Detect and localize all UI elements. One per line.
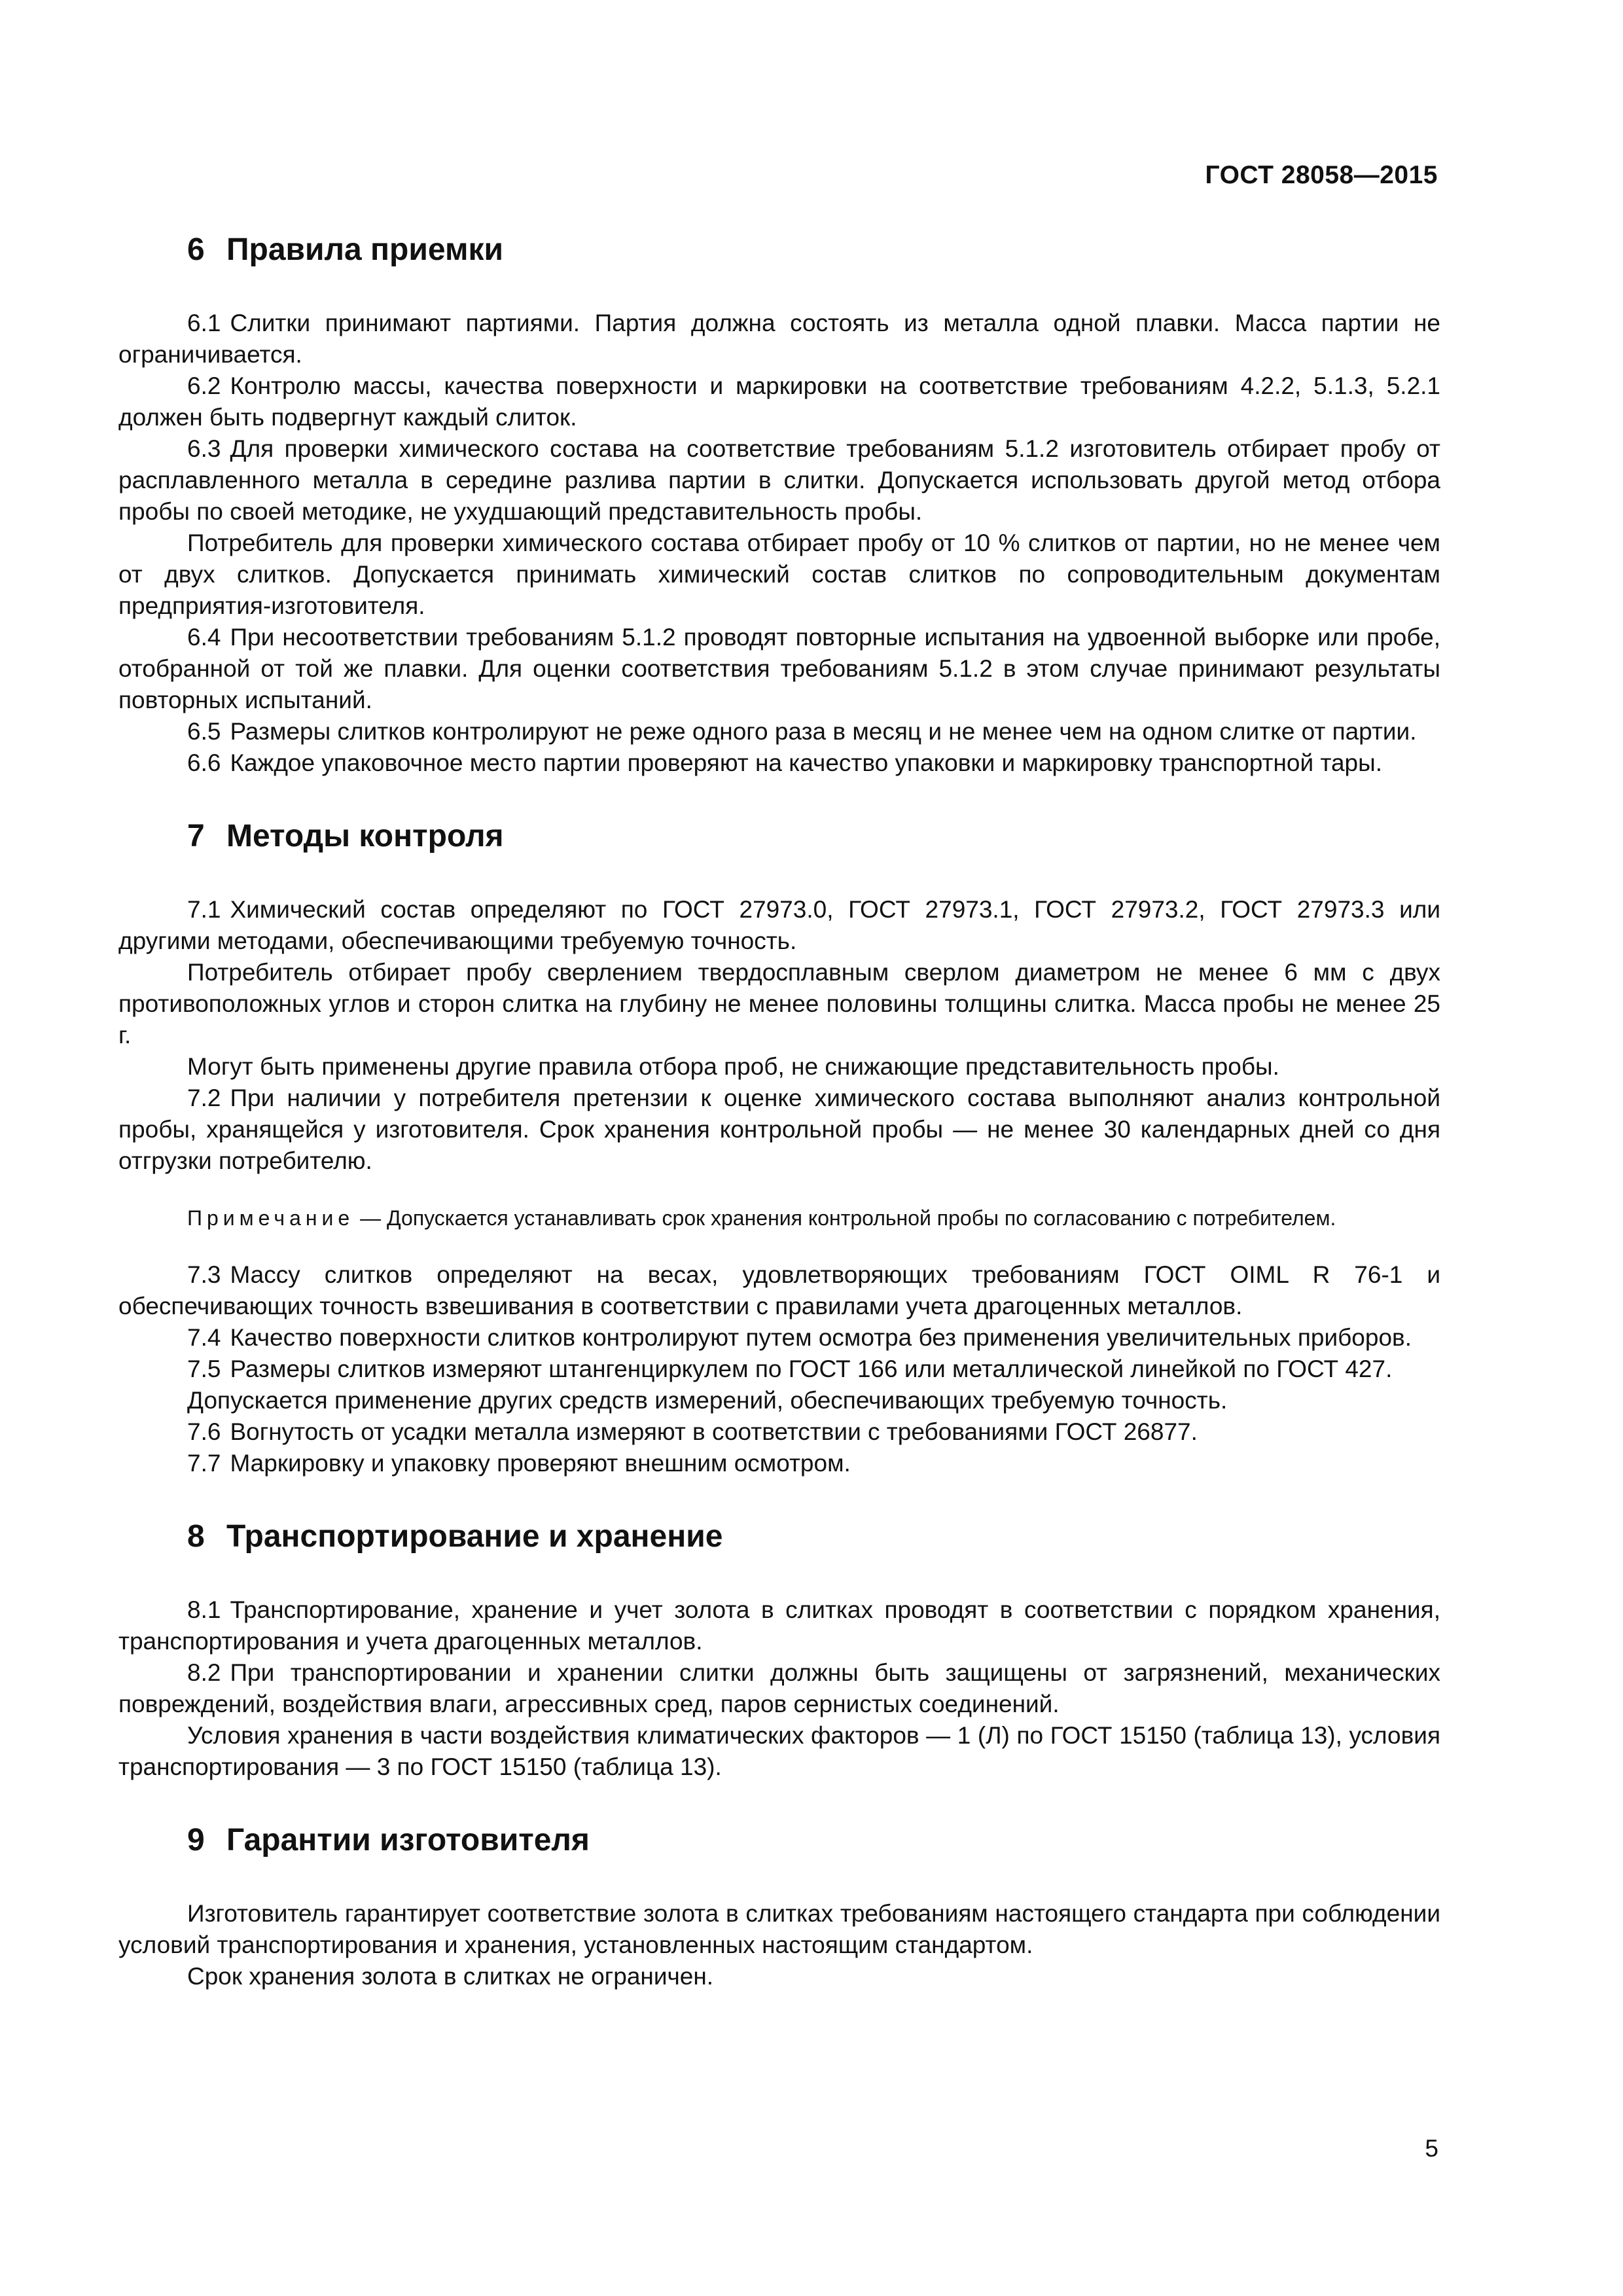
section-number: 7: [187, 819, 205, 853]
section-number: 8: [187, 1519, 205, 1554]
paragraph-number: 6.1: [187, 310, 221, 336]
paragraph-text: Могут быть применены другие правила отбора проб, не снижающие представительность пробы.: [187, 1053, 1279, 1080]
paragraph-text: Размеры слитков контролируют не реже одного раза в месяц и не менее чем на одном слитке от партии.: [230, 718, 1417, 745]
paragraph: [118, 622, 1440, 716]
section-number: 9: [187, 1823, 205, 1857]
paragraph-text: Для проверки химического состава на соответствие требованиям 5.1.2 изготовитель отбирает пробу от расплавленного металла в середине разлива партии в слитки. Допускается использовать другой метод отбора пробы по своей методике, не ухудшающий представительность пробы.: [118, 435, 1440, 525]
paragraph: [118, 1385, 1440, 1416]
paragraph: [118, 528, 1440, 622]
paragraph-text: Срок хранения золота в слитках не ограничен.: [187, 1963, 714, 1990]
paragraph: [118, 957, 1440, 1051]
paragraph: [118, 1448, 1440, 1479]
paragraph-number: 7.4: [187, 1324, 221, 1351]
paragraph-text: Маркировку и упаковку проверяют внешним осмотром.: [230, 1450, 851, 1477]
paragraph-number: 7.2: [187, 1085, 221, 1111]
paragraph: [118, 894, 1440, 957]
paragraph-text: Потребитель для проверки химического состава отбирает пробу от 10 % слитков от партии, но не менее чем от двух слитков. Допускается принимать химический состав слитков по сопроводительным документам предприятия-изготовителя.: [118, 529, 1440, 619]
paragraph-number: 6.4: [187, 624, 221, 651]
section-paragraphs: [118, 308, 1440, 779]
section-9: [118, 1821, 1440, 1992]
paragraph-number: 7.6: [187, 1418, 221, 1445]
note-text: — Допускается устанавливать срок хранения контрольной пробы по согласованию с потребителем.: [360, 1206, 1336, 1230]
paragraph-text: Слитки принимают партиями. Партия должна состоять из металла одной плавки. Масса партии не ограничивается.: [118, 310, 1440, 368]
paragraph: [118, 1259, 1440, 1322]
paragraph-text: Условия хранения в части воздействия климатических факторов — 1 (Л) по ГОСТ 15150 (таблица 13), условия транспортирования — 3 по ГОСТ 15150 (таблица 13).: [118, 1722, 1440, 1780]
paragraph: [118, 1051, 1440, 1083]
paragraph-number: 6.3: [187, 435, 221, 462]
section-heading: [118, 1517, 1440, 1556]
paragraph-text: Транспортирование, хранение и учет золота в слитках проводят в соответствии с порядком хранения, транспортирования и учета драгоценных металлов.: [118, 1596, 1440, 1655]
section-title: Транспортирование и хранение: [226, 1519, 723, 1554]
section-heading: [118, 817, 1440, 856]
paragraph: [118, 1898, 1440, 1961]
paragraph: [118, 308, 1440, 370]
paragraph-number: 8.1: [187, 1596, 221, 1623]
section-7: [118, 817, 1440, 1479]
section-heading: [118, 1821, 1440, 1860]
paragraph: [118, 1720, 1440, 1783]
paragraph-text: Массу слитков определяют на весах, удовлетворяющих требованиям ГОСТ OIML R 76-1 и обеспечивающих точность взвешивания в соответствии с правилами учета драгоценных металлов.: [118, 1261, 1440, 1319]
section-paragraphs: [118, 1898, 1440, 1992]
paragraph: [118, 1416, 1440, 1448]
paragraph: [118, 1354, 1440, 1385]
paragraph-text: Контролю массы, качества поверхности и маркировки на соответствие требованиям 4.2.2, 5.1.3, 5.2.1 должен быть подвергнут каждый слиток.: [118, 372, 1440, 431]
note-label: Примечание: [187, 1206, 355, 1230]
paragraph-text: При транспортировании и хранении слитки должны быть защищены от загрязнений, механических повреждений, воздействия влаги, агрессивных сред, паров сернистых соединений.: [118, 1659, 1440, 1717]
paragraph-number: 7.1: [187, 896, 221, 923]
paragraph: [118, 747, 1440, 779]
section-number: 6: [187, 232, 205, 267]
note: [118, 1203, 1440, 1233]
paragraph-text: Качество поверхности слитков контролируют путем осмотра без применения увеличительных приборов.: [230, 1324, 1412, 1351]
section-paragraphs: [118, 1259, 1440, 1479]
paragraph: [118, 433, 1440, 528]
paragraph-text: Размеры слитков измеряют штангенциркулем по ГОСТ 166 или металлической линейкой по ГОСТ 427.: [230, 1355, 1393, 1382]
page-number: 5: [1425, 2135, 1438, 2162]
paragraph: [118, 716, 1440, 747]
section-title: Гарантии изготовителя: [226, 1823, 590, 1857]
paragraph-text: Химический состав определяют по ГОСТ 27973.0, ГОСТ 27973.1, ГОСТ 27973.2, ГОСТ 27973.3 или другими методами, обеспечивающими требуемую точность.: [118, 896, 1440, 954]
paragraph: [118, 1322, 1440, 1354]
section-heading: [118, 230, 1440, 270]
paragraph-text: Допускается применение других средств измерений, обеспечивающих требуемую точность.: [187, 1387, 1228, 1414]
paragraph-text: При несоответствии требованиям 5.1.2 проводят повторные испытания на удвоенной выборке или пробе, отобранной от той же плавки. Для оценки соответствия требованиям 5.1.2 в этом случае принимают результаты повторных испытаний.: [118, 624, 1440, 713]
paragraph-number: 6.2: [187, 372, 221, 399]
section-6: [118, 230, 1440, 779]
paragraph-number: 7.7: [187, 1450, 221, 1477]
section-paragraphs: [118, 894, 1440, 1177]
paragraph-text: Каждое упаковочное место партии проверяют на качество упаковки и маркировку транспортной тары.: [230, 749, 1383, 776]
paragraph: [118, 1657, 1440, 1720]
paragraph: [118, 1594, 1440, 1657]
paragraph-number: 6.5: [187, 718, 221, 745]
document-body: [118, 230, 1440, 2030]
section-title: Методы контроля: [226, 819, 504, 853]
section-title: Правила приемки: [226, 232, 503, 267]
section-paragraphs: [118, 1594, 1440, 1783]
paragraph: [118, 1961, 1440, 1992]
document-id: ГОСТ 28058—2015: [1205, 161, 1438, 189]
paragraph-text: Потребитель отбирает пробу сверлением твердосплавным сверлом диаметром не менее 6 мм с двух противоположных углов и сторон слитка на глубину не менее половины толщины слитка. Масса пробы не менее 25 г.: [118, 959, 1440, 1049]
paragraph-number: 8.2: [187, 1659, 221, 1686]
paragraph-text: Вогнутость от усадки металла измеряют в соответствии с требованиями ГОСТ 26877.: [230, 1418, 1198, 1445]
paragraph-number: 7.3: [187, 1261, 221, 1288]
paragraph-number: 7.5: [187, 1355, 221, 1382]
paragraph-text: Изготовитель гарантирует соответствие золота в слитках требованиям настоящего стандарта при соблюдении условий транспортирования и хранения, установленных настоящим стандартом.: [118, 1900, 1440, 1958]
paragraph-text: При наличии у потребителя претензии к оценке химического состава выполняют анализ контрольной пробы, хранящейся у изготовителя. Срок хранения контрольной пробы — не менее 30 календарных дней со дня отгрузки потребителю.: [118, 1085, 1440, 1174]
paragraph: [118, 370, 1440, 433]
section-8: [118, 1517, 1440, 1783]
paragraph-number: 6.6: [187, 749, 221, 776]
paragraph: [118, 1083, 1440, 1177]
